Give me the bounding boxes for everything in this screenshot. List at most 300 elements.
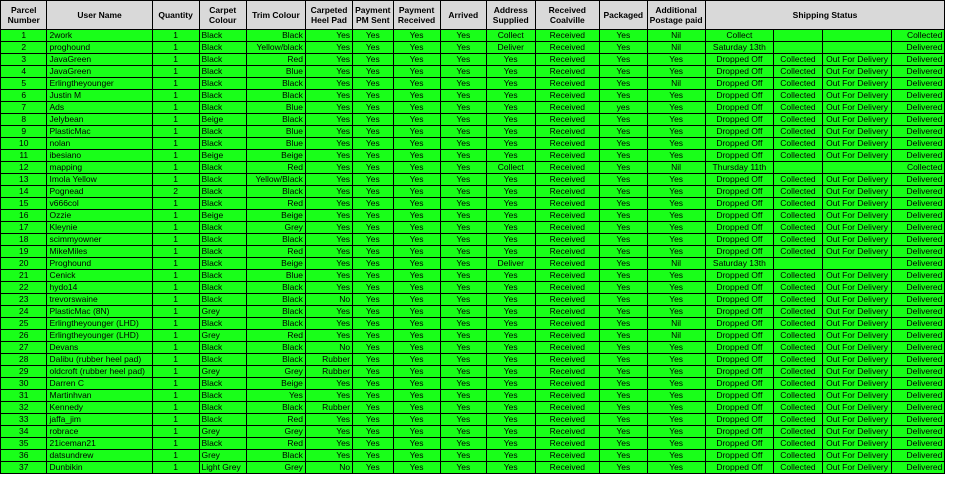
cell-address-supplied[interactable]: Yes — [486, 54, 535, 66]
cell-shipping-stage-1[interactable]: Dropped Off — [705, 318, 773, 330]
cell-trim-colour[interactable]: Black — [246, 234, 305, 246]
cell-heel-pad[interactable]: Yes — [305, 126, 352, 138]
cell-shipping-stage-2[interactable]: Collected — [774, 414, 823, 426]
cell-shipping-stage-1[interactable]: Dropped Off — [705, 282, 773, 294]
cell-shipping-stage-4[interactable]: Delivered — [892, 366, 945, 378]
cell-shipping-stage-4[interactable]: Delivered — [892, 294, 945, 306]
cell-quantity[interactable]: 1 — [152, 390, 199, 402]
empty-cell[interactable] — [945, 102, 968, 114]
cell-parcel-number[interactable]: 2 — [1, 42, 47, 54]
cell-received-coalville[interactable]: Received — [535, 318, 599, 330]
cell-shipping-stage-1[interactable]: Saturday 13th — [705, 42, 773, 54]
cell-shipping-stage-3[interactable]: Out For Delivery — [822, 438, 892, 450]
cell-address-supplied[interactable]: Yes — [486, 378, 535, 390]
cell-quantity[interactable]: 1 — [152, 426, 199, 438]
cell-payment-received[interactable]: Yes — [393, 54, 440, 66]
cell-additional-postage[interactable]: Nil — [647, 78, 705, 90]
cell-received-coalville[interactable]: Received — [535, 390, 599, 402]
cell-shipping-stage-4[interactable]: Delivered — [892, 390, 945, 402]
empty-cell[interactable] — [945, 138, 968, 150]
cell-shipping-stage-4[interactable]: Delivered — [892, 42, 945, 54]
cell-shipping-stage-1[interactable]: Dropped Off — [705, 54, 773, 66]
cell-quantity[interactable]: 1 — [152, 174, 199, 186]
cell-shipping-stage-3[interactable]: Out For Delivery — [822, 150, 892, 162]
cell-carpet-colour[interactable]: Grey — [199, 306, 246, 318]
cell-shipping-stage-2[interactable]: Collected — [774, 402, 823, 414]
cell-additional-postage[interactable]: Yes — [647, 210, 705, 222]
cell-user-name[interactable]: ibesiano — [47, 150, 152, 162]
cell-payment-received[interactable]: Yes — [393, 366, 440, 378]
cell-shipping-stage-3[interactable]: Out For Delivery — [822, 222, 892, 234]
cell-heel-pad[interactable]: Yes — [305, 54, 352, 66]
cell-shipping-stage-3[interactable]: Out For Delivery — [822, 450, 892, 462]
cell-packaged[interactable]: Yes — [600, 342, 648, 354]
cell-payment-received[interactable]: Yes — [393, 426, 440, 438]
cell-packaged[interactable]: Yes — [600, 402, 648, 414]
cell-arrived[interactable]: Yes — [440, 114, 486, 126]
cell-user-name[interactable]: nolan — [47, 138, 152, 150]
cell-shipping-stage-3[interactable]: Out For Delivery — [822, 330, 892, 342]
cell-shipping-stage-4[interactable]: Delivered — [892, 222, 945, 234]
cell-shipping-stage-3[interactable]: Out For Delivery — [822, 342, 892, 354]
cell-payment-pm-sent[interactable]: Yes — [353, 258, 393, 270]
cell-shipping-stage-4[interactable]: Delivered — [892, 402, 945, 414]
cell-shipping-stage-1[interactable]: Dropped Off — [705, 222, 773, 234]
cell-trim-colour[interactable]: Yellow/Black — [246, 174, 305, 186]
cell-trim-colour[interactable]: Grey — [246, 222, 305, 234]
header-additional-postage[interactable]: Additional Postage paid — [647, 1, 705, 30]
cell-shipping-stage-1[interactable]: Saturday 13th — [705, 258, 773, 270]
cell-user-name[interactable]: Ozzie — [47, 210, 152, 222]
cell-quantity[interactable]: 1 — [152, 114, 199, 126]
header-parcel-number[interactable]: Parcel Number — [1, 1, 47, 30]
cell-shipping-stage-3[interactable]: Out For Delivery — [822, 282, 892, 294]
cell-carpet-colour[interactable]: Black — [199, 138, 246, 150]
cell-parcel-number[interactable]: 9 — [1, 126, 47, 138]
cell-shipping-stage-1[interactable]: Dropped Off — [705, 402, 773, 414]
cell-trim-colour[interactable]: Grey — [246, 426, 305, 438]
cell-user-name[interactable]: 21iceman21 — [47, 438, 152, 450]
cell-arrived[interactable]: Yes — [440, 294, 486, 306]
cell-arrived[interactable]: Yes — [440, 438, 486, 450]
cell-quantity[interactable]: 1 — [152, 282, 199, 294]
cell-received-coalville[interactable]: Received — [535, 438, 599, 450]
cell-trim-colour[interactable]: Black — [246, 114, 305, 126]
cell-user-name[interactable]: Ads — [47, 102, 152, 114]
cell-shipping-stage-3[interactable]: Out For Delivery — [822, 78, 892, 90]
cell-payment-received[interactable]: Yes — [393, 258, 440, 270]
cell-parcel-number[interactable]: 29 — [1, 366, 47, 378]
cell-heel-pad[interactable]: Yes — [305, 162, 352, 174]
cell-additional-postage[interactable]: Yes — [647, 186, 705, 198]
cell-payment-received[interactable]: Yes — [393, 306, 440, 318]
cell-heel-pad[interactable]: Yes — [305, 246, 352, 258]
cell-carpet-colour[interactable]: Black — [199, 30, 246, 42]
cell-payment-pm-sent[interactable]: Yes — [353, 342, 393, 354]
cell-trim-colour[interactable]: Yellow/black — [246, 42, 305, 54]
cell-parcel-number[interactable]: 1 — [1, 30, 47, 42]
empty-cell[interactable] — [945, 30, 968, 42]
cell-address-supplied[interactable]: Yes — [486, 306, 535, 318]
cell-trim-colour[interactable]: Red — [246, 54, 305, 66]
cell-quantity[interactable]: 1 — [152, 138, 199, 150]
empty-cell[interactable] — [945, 222, 968, 234]
cell-payment-received[interactable]: Yes — [393, 222, 440, 234]
cell-parcel-number[interactable]: 34 — [1, 426, 47, 438]
cell-received-coalville[interactable]: Received — [535, 282, 599, 294]
cell-received-coalville[interactable]: Received — [535, 126, 599, 138]
cell-payment-pm-sent[interactable]: Yes — [353, 318, 393, 330]
cell-trim-colour[interactable]: Red — [246, 246, 305, 258]
cell-quantity[interactable]: 1 — [152, 438, 199, 450]
cell-heel-pad[interactable]: Yes — [305, 78, 352, 90]
cell-received-coalville[interactable]: Received — [535, 174, 599, 186]
cell-shipping-stage-4[interactable]: Delivered — [892, 282, 945, 294]
cell-payment-received[interactable]: Yes — [393, 402, 440, 414]
cell-shipping-stage-2[interactable]: Collected — [774, 138, 823, 150]
empty-cell[interactable] — [945, 54, 968, 66]
cell-heel-pad[interactable]: No — [305, 462, 352, 474]
cell-parcel-number[interactable]: 4 — [1, 66, 47, 78]
header-carpet-colour[interactable]: Carpet Colour — [199, 1, 246, 30]
cell-heel-pad[interactable]: Yes — [305, 306, 352, 318]
cell-shipping-stage-3[interactable]: Out For Delivery — [822, 126, 892, 138]
empty-cell[interactable] — [945, 282, 968, 294]
cell-quantity[interactable]: 1 — [152, 198, 199, 210]
cell-shipping-stage-4[interactable]: Delivered — [892, 330, 945, 342]
empty-cell[interactable] — [945, 318, 968, 330]
cell-user-name[interactable]: hydo14 — [47, 282, 152, 294]
cell-received-coalville[interactable]: Received — [535, 66, 599, 78]
cell-additional-postage[interactable]: Yes — [647, 126, 705, 138]
cell-packaged[interactable]: Yes — [600, 354, 648, 366]
cell-trim-colour[interactable]: Black — [246, 306, 305, 318]
cell-shipping-stage-2[interactable]: Collected — [774, 462, 823, 474]
cell-trim-colour[interactable]: Black — [246, 90, 305, 102]
cell-shipping-stage-2[interactable] — [774, 42, 823, 54]
cell-payment-received[interactable]: Yes — [393, 114, 440, 126]
cell-payment-pm-sent[interactable]: Yes — [353, 90, 393, 102]
cell-address-supplied[interactable]: Yes — [486, 318, 535, 330]
cell-address-supplied[interactable]: Yes — [486, 426, 535, 438]
cell-arrived[interactable]: Yes — [440, 162, 486, 174]
cell-payment-pm-sent[interactable]: Yes — [353, 138, 393, 150]
cell-payment-pm-sent[interactable]: Yes — [353, 330, 393, 342]
cell-shipping-stage-1[interactable]: Dropped Off — [705, 234, 773, 246]
cell-shipping-stage-4[interactable]: Delivered — [892, 66, 945, 78]
cell-shipping-stage-3[interactable]: Out For Delivery — [822, 354, 892, 366]
cell-carpet-colour[interactable]: Beige — [199, 210, 246, 222]
cell-additional-postage[interactable]: Yes — [647, 390, 705, 402]
cell-shipping-stage-3[interactable]: Out For Delivery — [822, 210, 892, 222]
cell-shipping-stage-2[interactable]: Collected — [774, 354, 823, 366]
cell-carpet-colour[interactable]: Grey — [199, 330, 246, 342]
cell-address-supplied[interactable]: Yes — [486, 342, 535, 354]
cell-shipping-stage-4[interactable]: Delivered — [892, 258, 945, 270]
cell-additional-postage[interactable]: Nil — [647, 30, 705, 42]
cell-shipping-stage-4[interactable]: Delivered — [892, 198, 945, 210]
cell-payment-pm-sent[interactable]: Yes — [353, 186, 393, 198]
empty-cell[interactable] — [945, 258, 968, 270]
cell-shipping-stage-2[interactable]: Collected — [774, 270, 823, 282]
cell-heel-pad[interactable]: Yes — [305, 150, 352, 162]
cell-trim-colour[interactable]: Black — [246, 186, 305, 198]
cell-payment-pm-sent[interactable]: Yes — [353, 426, 393, 438]
cell-packaged[interactable]: Yes — [600, 162, 648, 174]
cell-shipping-stage-2[interactable]: Collected — [774, 306, 823, 318]
cell-payment-received[interactable]: Yes — [393, 186, 440, 198]
cell-parcel-number[interactable]: 23 — [1, 294, 47, 306]
cell-additional-postage[interactable]: Yes — [647, 342, 705, 354]
cell-carpet-colour[interactable]: Black — [199, 126, 246, 138]
cell-shipping-stage-4[interactable]: Collected — [892, 162, 945, 174]
cell-payment-pm-sent[interactable]: Yes — [353, 234, 393, 246]
cell-parcel-number[interactable]: 27 — [1, 342, 47, 354]
empty-cell[interactable] — [945, 378, 968, 390]
cell-heel-pad[interactable]: Yes — [305, 450, 352, 462]
cell-trim-colour[interactable]: Beige — [246, 258, 305, 270]
cell-parcel-number[interactable]: 7 — [1, 102, 47, 114]
cell-received-coalville[interactable]: Received — [535, 150, 599, 162]
cell-heel-pad[interactable]: Yes — [305, 234, 352, 246]
cell-user-name[interactable]: mapping — [47, 162, 152, 174]
cell-packaged[interactable]: Yes — [600, 186, 648, 198]
cell-payment-pm-sent[interactable]: Yes — [353, 114, 393, 126]
cell-trim-colour[interactable]: Blue — [246, 126, 305, 138]
cell-payment-pm-sent[interactable]: Yes — [353, 450, 393, 462]
empty-cell[interactable] — [945, 462, 968, 474]
cell-parcel-number[interactable]: 6 — [1, 90, 47, 102]
cell-address-supplied[interactable]: Yes — [486, 126, 535, 138]
cell-parcel-number[interactable]: 33 — [1, 414, 47, 426]
cell-parcel-number[interactable]: 26 — [1, 330, 47, 342]
cell-packaged[interactable]: Yes — [600, 294, 648, 306]
cell-parcel-number[interactable]: 11 — [1, 150, 47, 162]
cell-carpet-colour[interactable]: Black — [199, 198, 246, 210]
cell-arrived[interactable]: Yes — [440, 450, 486, 462]
cell-payment-pm-sent[interactable]: Yes — [353, 438, 393, 450]
empty-cell[interactable] — [945, 294, 968, 306]
empty-cell[interactable] — [945, 66, 968, 78]
cell-quantity[interactable]: 1 — [152, 126, 199, 138]
cell-shipping-stage-1[interactable]: Dropped Off — [705, 366, 773, 378]
empty-column[interactable] — [945, 1, 968, 30]
cell-payment-received[interactable]: Yes — [393, 246, 440, 258]
cell-additional-postage[interactable]: Yes — [647, 378, 705, 390]
cell-quantity[interactable]: 1 — [152, 78, 199, 90]
cell-trim-colour[interactable]: Beige — [246, 210, 305, 222]
cell-shipping-stage-4[interactable]: Delivered — [892, 186, 945, 198]
cell-carpet-colour[interactable]: Black — [199, 78, 246, 90]
cell-packaged[interactable]: Yes — [600, 222, 648, 234]
cell-shipping-stage-1[interactable]: Dropped Off — [705, 390, 773, 402]
cell-payment-received[interactable]: Yes — [393, 78, 440, 90]
empty-cell[interactable] — [945, 438, 968, 450]
cell-user-name[interactable]: Darren C — [47, 378, 152, 390]
cell-carpet-colour[interactable]: Black — [199, 102, 246, 114]
empty-cell[interactable] — [945, 366, 968, 378]
cell-payment-pm-sent[interactable]: Yes — [353, 222, 393, 234]
cell-payment-pm-sent[interactable]: Yes — [353, 102, 393, 114]
cell-address-supplied[interactable]: Yes — [486, 246, 535, 258]
cell-shipping-stage-3[interactable]: Out For Delivery — [822, 186, 892, 198]
cell-received-coalville[interactable]: Received — [535, 462, 599, 474]
cell-packaged[interactable]: Yes — [600, 426, 648, 438]
cell-user-name[interactable]: MikeMiles — [47, 246, 152, 258]
cell-additional-postage[interactable]: Yes — [647, 450, 705, 462]
cell-shipping-stage-2[interactable]: Collected — [774, 222, 823, 234]
cell-received-coalville[interactable]: Received — [535, 162, 599, 174]
cell-carpet-colour[interactable]: Black — [199, 42, 246, 54]
cell-carpet-colour[interactable]: Black — [199, 186, 246, 198]
cell-received-coalville[interactable]: Received — [535, 294, 599, 306]
cell-payment-pm-sent[interactable]: Yes — [353, 366, 393, 378]
cell-shipping-stage-4[interactable]: Delivered — [892, 150, 945, 162]
cell-packaged[interactable]: Yes — [600, 438, 648, 450]
cell-packaged[interactable]: Yes — [600, 258, 648, 270]
cell-carpet-colour[interactable]: Black — [199, 378, 246, 390]
cell-carpet-colour[interactable]: Black — [199, 54, 246, 66]
cell-carpet-colour[interactable]: Black — [199, 234, 246, 246]
cell-user-name[interactable]: PlasticMac — [47, 126, 152, 138]
cell-heel-pad[interactable]: Yes — [305, 186, 352, 198]
cell-packaged[interactable]: Yes — [600, 414, 648, 426]
cell-shipping-stage-1[interactable]: Dropped Off — [705, 306, 773, 318]
cell-shipping-stage-2[interactable]: Collected — [774, 330, 823, 342]
cell-arrived[interactable]: Yes — [440, 270, 486, 282]
cell-payment-received[interactable]: Yes — [393, 174, 440, 186]
cell-arrived[interactable]: Yes — [440, 414, 486, 426]
cell-trim-colour[interactable]: Red — [246, 198, 305, 210]
cell-shipping-stage-3[interactable]: Out For Delivery — [822, 318, 892, 330]
cell-parcel-number[interactable]: 22 — [1, 282, 47, 294]
cell-address-supplied[interactable]: Collect — [486, 162, 535, 174]
cell-shipping-stage-1[interactable]: Dropped Off — [705, 114, 773, 126]
cell-shipping-stage-3[interactable]: Out For Delivery — [822, 462, 892, 474]
cell-address-supplied[interactable]: Collect — [486, 30, 535, 42]
cell-shipping-stage-1[interactable]: Dropped Off — [705, 378, 773, 390]
cell-trim-colour[interactable]: Red — [246, 438, 305, 450]
cell-received-coalville[interactable]: Received — [535, 234, 599, 246]
cell-packaged[interactable]: Yes — [600, 150, 648, 162]
cell-parcel-number[interactable]: 37 — [1, 462, 47, 474]
cell-parcel-number[interactable]: 12 — [1, 162, 47, 174]
cell-address-supplied[interactable]: Yes — [486, 78, 535, 90]
cell-received-coalville[interactable]: Received — [535, 354, 599, 366]
header-arrived[interactable]: Arrived — [440, 1, 486, 30]
cell-user-name[interactable]: robrace — [47, 426, 152, 438]
empty-cell[interactable] — [945, 174, 968, 186]
cell-shipping-stage-4[interactable]: Delivered — [892, 414, 945, 426]
cell-heel-pad[interactable]: Yes — [305, 138, 352, 150]
cell-received-coalville[interactable]: Received — [535, 414, 599, 426]
cell-arrived[interactable]: Yes — [440, 210, 486, 222]
cell-heel-pad[interactable]: Yes — [305, 222, 352, 234]
cell-user-name[interactable]: proghound — [47, 42, 152, 54]
cell-packaged[interactable]: Yes — [600, 138, 648, 150]
cell-payment-received[interactable]: Yes — [393, 90, 440, 102]
cell-additional-postage[interactable]: Yes — [647, 66, 705, 78]
cell-arrived[interactable]: Yes — [440, 198, 486, 210]
empty-cell[interactable] — [945, 126, 968, 138]
cell-quantity[interactable]: 1 — [152, 162, 199, 174]
cell-arrived[interactable]: Yes — [440, 426, 486, 438]
cell-carpet-colour[interactable]: Black — [199, 90, 246, 102]
cell-arrived[interactable]: Yes — [440, 366, 486, 378]
cell-address-supplied[interactable]: Yes — [486, 66, 535, 78]
cell-additional-postage[interactable]: Yes — [647, 354, 705, 366]
cell-carpet-colour[interactable]: Black — [199, 342, 246, 354]
cell-arrived[interactable]: Yes — [440, 138, 486, 150]
cell-arrived[interactable]: Yes — [440, 462, 486, 474]
cell-packaged[interactable]: Yes — [600, 390, 648, 402]
empty-cell[interactable] — [945, 330, 968, 342]
cell-quantity[interactable]: 1 — [152, 54, 199, 66]
cell-arrived[interactable]: Yes — [440, 246, 486, 258]
cell-arrived[interactable]: Yes — [440, 126, 486, 138]
cell-quantity[interactable]: 1 — [152, 294, 199, 306]
cell-heel-pad[interactable]: Yes — [305, 258, 352, 270]
cell-shipping-stage-1[interactable]: Dropped Off — [705, 246, 773, 258]
cell-payment-received[interactable]: Yes — [393, 162, 440, 174]
header-heel-pad[interactable]: Carpeted Heel Pad — [305, 1, 352, 30]
cell-user-name[interactable]: 2work — [47, 30, 152, 42]
cell-shipping-stage-3[interactable]: Out For Delivery — [822, 366, 892, 378]
cell-shipping-stage-4[interactable]: Delivered — [892, 114, 945, 126]
cell-shipping-stage-3[interactable]: Out For Delivery — [822, 174, 892, 186]
cell-address-supplied[interactable]: Yes — [486, 138, 535, 150]
cell-payment-pm-sent[interactable]: Yes — [353, 78, 393, 90]
cell-arrived[interactable]: Yes — [440, 258, 486, 270]
cell-heel-pad[interactable]: Yes — [305, 438, 352, 450]
cell-shipping-stage-1[interactable]: Dropped Off — [705, 210, 773, 222]
cell-packaged[interactable]: Yes — [600, 198, 648, 210]
cell-packaged[interactable]: Yes — [600, 78, 648, 90]
cell-payment-received[interactable]: Yes — [393, 234, 440, 246]
cell-shipping-stage-3[interactable]: Out For Delivery — [822, 402, 892, 414]
cell-shipping-stage-2[interactable]: Collected — [774, 294, 823, 306]
empty-cell[interactable] — [945, 150, 968, 162]
cell-packaged[interactable]: Yes — [600, 282, 648, 294]
empty-cell[interactable] — [945, 198, 968, 210]
cell-shipping-stage-1[interactable]: Dropped Off — [705, 330, 773, 342]
empty-cell[interactable] — [945, 162, 968, 174]
cell-payment-received[interactable]: Yes — [393, 294, 440, 306]
cell-arrived[interactable]: Yes — [440, 390, 486, 402]
cell-shipping-stage-1[interactable]: Dropped Off — [705, 414, 773, 426]
cell-shipping-stage-1[interactable]: Dropped Off — [705, 174, 773, 186]
cell-arrived[interactable]: Yes — [440, 66, 486, 78]
cell-received-coalville[interactable]: Received — [535, 54, 599, 66]
cell-trim-colour[interactable]: Blue — [246, 270, 305, 282]
cell-additional-postage[interactable]: Yes — [647, 90, 705, 102]
cell-payment-pm-sent[interactable]: Yes — [353, 42, 393, 54]
cell-payment-received[interactable]: Yes — [393, 438, 440, 450]
cell-packaged[interactable]: Yes — [600, 450, 648, 462]
cell-shipping-stage-2[interactable]: Collected — [774, 210, 823, 222]
cell-payment-received[interactable]: Yes — [393, 42, 440, 54]
cell-address-supplied[interactable]: Yes — [486, 354, 535, 366]
cell-received-coalville[interactable]: Received — [535, 366, 599, 378]
cell-payment-received[interactable]: Yes — [393, 318, 440, 330]
header-payment-received[interactable]: Payment Received — [393, 1, 440, 30]
cell-payment-received[interactable]: Yes — [393, 414, 440, 426]
cell-address-supplied[interactable]: Yes — [486, 210, 535, 222]
cell-shipping-stage-1[interactable]: Dropped Off — [705, 438, 773, 450]
cell-parcel-number[interactable]: 30 — [1, 378, 47, 390]
cell-payment-received[interactable]: Yes — [393, 126, 440, 138]
cell-additional-postage[interactable]: Yes — [647, 270, 705, 282]
